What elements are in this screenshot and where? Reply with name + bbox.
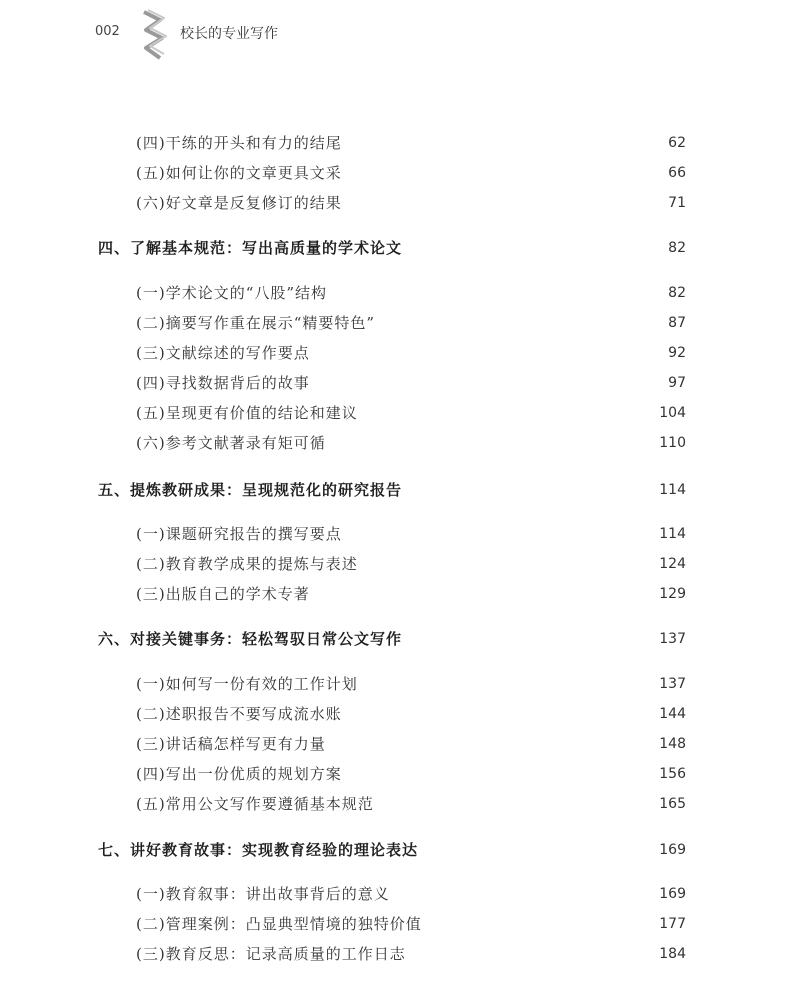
page-header (0, 0, 800, 70)
toc-entry-title: (五)呈现更有价值的结论和建议 (136, 404, 358, 422)
toc-entry[interactable] (0, 521, 800, 547)
toc-entry-page: 177 (659, 916, 686, 932)
toc-entry-title: (三)出版自己的学术专著 (136, 585, 310, 603)
toc-entry-title: (二)教育教学成果的提炼与表述 (136, 555, 358, 573)
toc-entry-page: 124 (659, 556, 686, 572)
toc-section-page: 137 (659, 631, 686, 647)
toc-entry[interactable] (0, 190, 800, 216)
toc-entry[interactable] (0, 370, 800, 396)
toc-section[interactable] (0, 235, 800, 261)
book-logo-icon (140, 8, 168, 64)
toc-entry-title: (六)好文章是反复修订的结果 (136, 194, 342, 212)
toc-entry[interactable] (0, 280, 800, 306)
page-number: 002 (95, 24, 120, 39)
toc-entry-page: 110 (659, 435, 686, 451)
toc-entry[interactable] (0, 761, 800, 787)
book-title: 校长的专业写作 (180, 26, 278, 42)
toc-section[interactable] (0, 626, 800, 652)
toc-entry-title: (二)摘要写作重在展示“精要特色” (136, 314, 376, 332)
toc-entry[interactable] (0, 581, 800, 607)
toc-entry[interactable] (0, 430, 800, 456)
toc-entry-page: 66 (668, 165, 686, 181)
toc-entry-page: 71 (668, 195, 686, 211)
toc-entry-page: 82 (668, 285, 686, 301)
toc-entry-title: (一)教育叙事：讲出故事背后的意义 (136, 885, 390, 903)
toc-section-title: 六、对接关键事务：轻松驾驭日常公文写作 (98, 630, 403, 648)
toc-entry[interactable] (0, 911, 800, 937)
toc-entry-page: 114 (659, 526, 686, 542)
toc-section-page: 82 (668, 240, 686, 256)
toc-entry-title: (一)课题研究报告的撰写要点 (136, 525, 342, 543)
toc-entry-title: (三)讲话稿怎样写更有力量 (136, 735, 326, 753)
toc-entry-page: 104 (659, 405, 686, 421)
toc-entry[interactable] (0, 881, 800, 907)
toc-section-page: 114 (659, 482, 686, 498)
toc-entry-title: (二)管理案例：凸显典型情境的独特价值 (136, 915, 422, 933)
toc-entry[interactable] (0, 731, 800, 757)
toc-entry-title: (二)述职报告不要写成流水账 (136, 705, 342, 723)
toc-entry-page: 87 (668, 315, 686, 331)
toc-section[interactable] (0, 837, 800, 863)
toc-entry[interactable] (0, 340, 800, 366)
toc-entry-title: (四)寻找数据背后的故事 (136, 374, 310, 392)
toc-entry[interactable] (0, 160, 800, 186)
toc-entry-title: (五)常用公文写作要遵循基本规范 (136, 795, 374, 813)
toc-entry[interactable] (0, 791, 800, 817)
toc-entry-title: (一)如何写一份有效的工作计划 (136, 675, 358, 693)
toc-entry-page: 184 (659, 946, 686, 962)
toc-entry-title: (五)如何让你的文章更具文采 (136, 164, 342, 182)
toc-entry-page: 169 (659, 886, 686, 902)
toc-entry-page: 148 (659, 736, 686, 752)
toc-entry-title: (三)文献综述的写作要点 (136, 344, 310, 362)
toc-entry-page: 144 (659, 706, 686, 722)
toc-section-page: 169 (659, 842, 686, 858)
toc-entry-page: 156 (659, 766, 686, 782)
toc-entry-page: 129 (659, 586, 686, 602)
toc-entry-title: (六)参考文献著录有矩可循 (136, 434, 326, 452)
toc-entry[interactable] (0, 551, 800, 577)
toc-entry-page: 97 (668, 375, 686, 391)
toc-entry-page: 137 (659, 676, 686, 692)
toc-entry[interactable] (0, 941, 800, 967)
toc-entry-page: 92 (668, 345, 686, 361)
toc-entry[interactable] (0, 400, 800, 426)
toc-entry-title: (一)学术论文的“八股”结构 (136, 284, 328, 302)
toc-entry[interactable] (0, 310, 800, 336)
toc-section-title: 四、了解基本规范：写出高质量的学术论文 (98, 239, 403, 257)
toc-entry-page: 62 (668, 135, 686, 151)
toc-entry-title: (四)干练的开头和有力的结尾 (136, 134, 342, 152)
toc-entry[interactable] (0, 671, 800, 697)
toc-section[interactable] (0, 477, 800, 503)
toc-entry-title: (三)教育反思：记录高质量的工作日志 (136, 945, 406, 963)
toc-entry-page: 165 (659, 796, 686, 812)
toc-section-title: 七、讲好教育故事：实现教育经验的理论表达 (98, 841, 419, 859)
toc-entry-title: (四)写出一份优质的规划方案 (136, 765, 342, 783)
toc-section-title: 五、提炼教研成果：呈现规范化的研究报告 (98, 481, 403, 499)
toc-entry[interactable] (0, 130, 800, 156)
toc-entry[interactable] (0, 701, 800, 727)
